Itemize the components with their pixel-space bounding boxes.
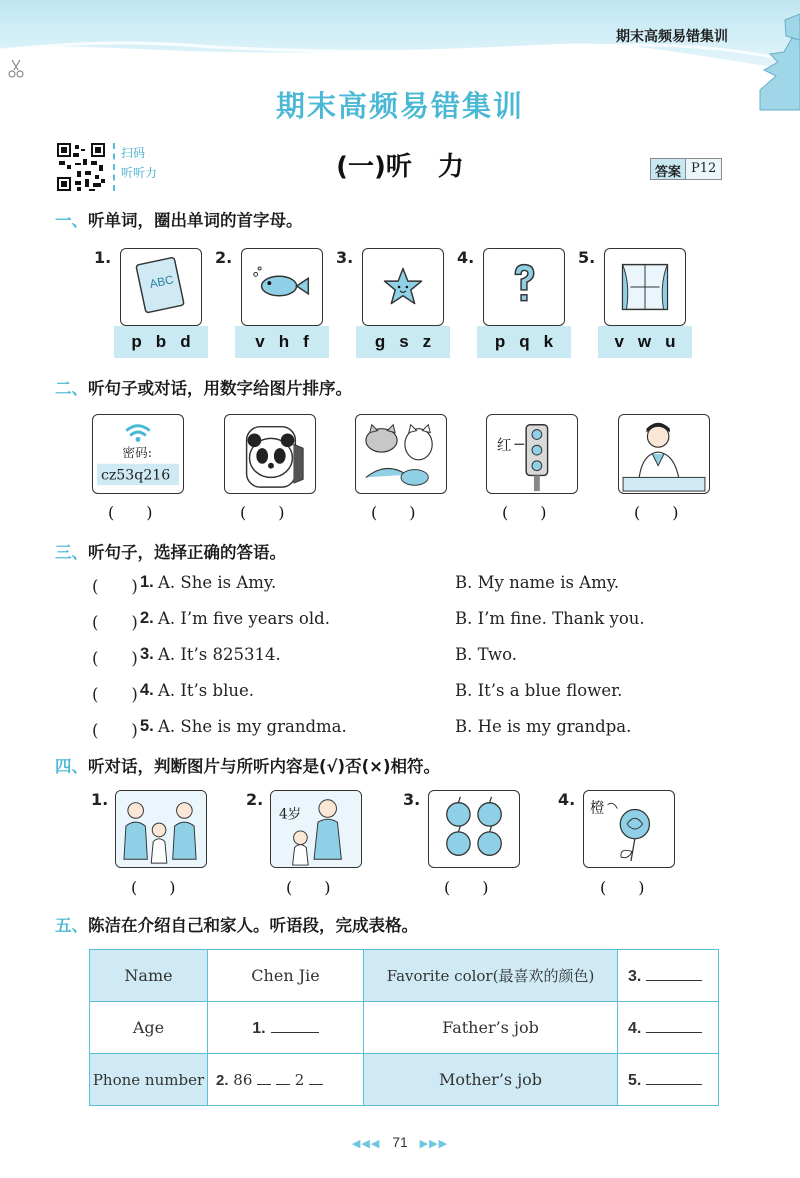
item-number: 4.	[558, 790, 576, 809]
doctor-icon	[618, 414, 710, 494]
item-number: 3.	[403, 790, 421, 809]
letter-option[interactable]: v	[255, 332, 265, 351]
question-row	[92, 717, 752, 743]
part1-item	[94, 248, 233, 360]
cats-icon	[355, 414, 447, 494]
part2-title: 听句子或对话，用数字给图片排序。	[88, 379, 352, 398]
answer-cell[interactable]	[208, 1002, 364, 1054]
question-row	[92, 609, 752, 635]
blank-number: 4.	[628, 1019, 642, 1037]
family-icon	[115, 790, 207, 868]
color-label: 橙	[590, 799, 605, 817]
table-cell: Favorite color(最喜欢的颜色)	[364, 950, 618, 1002]
answer-blank[interactable]	[257, 1070, 271, 1085]
answer-bracket[interactable]: ( )	[92, 721, 138, 740]
answer-blank[interactable]	[309, 1070, 323, 1085]
answer-paren[interactable]: ( )	[286, 878, 331, 897]
table-cell: Age	[90, 1002, 208, 1054]
part3-number: 三、	[55, 543, 88, 562]
part2-number: 二、	[55, 379, 88, 398]
wifi-password-value: cz53q216	[100, 467, 171, 484]
part1-item	[215, 248, 354, 360]
letter-options	[356, 326, 450, 358]
answer-cell[interactable]	[208, 1054, 364, 1106]
option-b: B. He is my grandpa.	[455, 717, 632, 736]
answer-tag[interactable]	[650, 158, 722, 180]
part3-heading	[55, 539, 286, 563]
rose-icon	[583, 790, 675, 868]
qr-note-line-1: 扫码	[121, 146, 146, 160]
part2-heading	[55, 375, 352, 399]
table-cell: Phone number	[90, 1054, 208, 1106]
answer-bracket[interactable]: ( )	[92, 613, 138, 632]
option-a: A. It’s blue.	[158, 681, 254, 700]
letter-option[interactable]: f	[303, 332, 309, 351]
answer-cell[interactable]	[618, 1054, 719, 1106]
answer-paren[interactable]: ( )	[502, 503, 547, 522]
answer-cell[interactable]	[618, 950, 719, 1002]
wifi-password-icon	[92, 414, 184, 494]
letter-option[interactable]: w	[637, 332, 652, 351]
letter-options	[477, 326, 571, 358]
question-mark-icon	[483, 248, 565, 326]
item-number: 1.	[91, 790, 109, 809]
answer-bracket[interactable]: ( )	[92, 685, 138, 704]
phone-prefix: 86	[233, 1071, 253, 1089]
letter-option[interactable]: b	[155, 332, 167, 351]
answer-page: P12	[685, 159, 721, 179]
book-cover-text: ABC	[148, 273, 175, 291]
answer-blank[interactable]	[646, 1018, 702, 1033]
traffic-light-label: 红	[496, 437, 512, 455]
part5-heading	[55, 912, 418, 936]
blank-number: 2.	[216, 1072, 229, 1089]
scissors-icon	[9, 60, 23, 77]
item-number: 3.	[336, 248, 354, 267]
answer-bracket[interactable]: ( )	[92, 577, 138, 596]
window-icon	[604, 248, 686, 326]
question-number: 2.	[140, 609, 154, 627]
part1-item	[578, 248, 714, 360]
answer-paren[interactable]: ( )	[600, 878, 645, 897]
option-a: A. It’s 825314.	[158, 645, 281, 664]
item-number: 1.	[94, 248, 112, 267]
letter-options	[114, 326, 208, 358]
table-row	[90, 1002, 719, 1054]
section-title: (一)听 力	[336, 152, 464, 182]
part5-number: 五、	[55, 916, 88, 935]
option-b: B. Two.	[455, 645, 518, 664]
left-arrows-icon: ◀◀◀	[351, 1138, 381, 1150]
letter-option[interactable]: d	[180, 332, 191, 351]
letter-options	[598, 326, 692, 358]
part1-heading	[55, 207, 303, 231]
part1-title: 听单词，圈出单词的首字母。	[88, 211, 303, 230]
traffic-light-icon	[486, 414, 578, 494]
answer-bracket[interactable]: ( )	[92, 649, 138, 668]
item-number: 2.	[215, 248, 233, 267]
answer-label: 答案	[655, 165, 682, 180]
header-tag: 期末高频易错集训	[616, 29, 728, 45]
option-a: A. She is Amy.	[158, 573, 277, 592]
part3-title: 听句子，选择正确的答语。	[88, 543, 286, 562]
answer-cell[interactable]	[618, 1002, 719, 1054]
answer-blank[interactable]	[646, 966, 702, 981]
phone-digit: 2	[294, 1071, 305, 1089]
answer-blank[interactable]	[646, 1070, 702, 1085]
answer-paren[interactable]: ( )	[108, 503, 153, 522]
table-cell: Father’s job	[364, 1002, 618, 1054]
answer-blank[interactable]	[271, 1018, 319, 1033]
table-cell: Chen Jie	[208, 950, 364, 1002]
question-number: 4.	[140, 681, 154, 699]
option-b: B. My name is Amy.	[455, 573, 620, 592]
main-title: 期末高频易错集训	[275, 89, 524, 123]
table-cell: Mother’s job	[364, 1054, 618, 1106]
star-icon	[362, 248, 444, 326]
part4-number: 四、	[55, 757, 88, 776]
blank-number: 5.	[628, 1071, 642, 1089]
letter-option[interactable]: z	[422, 332, 432, 351]
letter-option[interactable]: p	[131, 332, 142, 351]
info-table	[89, 949, 719, 1106]
option-a: A. I’m five years old.	[158, 609, 330, 628]
answer-paren[interactable]: ( )	[240, 503, 285, 522]
letter-option[interactable]: p	[494, 332, 506, 351]
option-b: B. It’s a blue flower.	[455, 681, 623, 700]
part1-item	[336, 248, 475, 360]
mother-girl-icon	[270, 790, 362, 868]
question-row	[92, 645, 752, 671]
part4-title: 听对话，判断图片与所听内容是(√)否(×)相符。	[88, 757, 440, 776]
right-arrows-icon: ▶▶▶	[419, 1138, 449, 1150]
option-a: A. She is my grandma.	[158, 717, 347, 736]
part1-item	[457, 248, 596, 360]
question-row	[92, 681, 752, 707]
answer-blank[interactable]	[276, 1070, 290, 1085]
blank-number: 1.	[252, 1019, 266, 1037]
answer-paren[interactable]: ( )	[444, 878, 489, 897]
blank-number: 3.	[628, 967, 642, 985]
letter-option[interactable]: q	[519, 332, 530, 351]
table-row	[90, 1054, 719, 1106]
answer-paren[interactable]: ( )	[371, 503, 416, 522]
age-label: 4岁	[278, 806, 302, 823]
question-number: 1.	[140, 573, 154, 591]
letter-option[interactable]: u	[665, 332, 676, 351]
item-number: 5.	[578, 248, 596, 267]
letter-option[interactable]: v	[614, 332, 624, 351]
table-cell: Name	[90, 950, 208, 1002]
qr-note-line-2: 听听力	[121, 166, 158, 180]
part4-heading	[55, 753, 440, 777]
wifi-password-label: 密码:	[122, 444, 152, 460]
item-number: 4.	[457, 248, 475, 267]
answer-paren[interactable]: ( )	[131, 878, 176, 897]
question-number: 3.	[140, 645, 154, 663]
apples-icon	[428, 790, 520, 868]
part5-title: 陈洁在介绍自己和家人。听语段，完成表格。	[88, 916, 418, 935]
question-row	[92, 573, 752, 599]
page-footer	[0, 1134, 800, 1150]
question-number: 5.	[140, 717, 154, 735]
letter-option[interactable]: k	[543, 332, 554, 351]
page-number: 71	[392, 1134, 408, 1150]
option-b: B. I’m fine. Thank you.	[455, 609, 645, 628]
letter-option[interactable]: s	[399, 332, 409, 351]
letter-option[interactable]: h	[278, 332, 290, 351]
letter-option[interactable]: g	[374, 332, 386, 351]
item-number: 2.	[246, 790, 264, 809]
answer-paren[interactable]: ( )	[634, 503, 679, 522]
table-row	[90, 950, 719, 1002]
panda-backpack-icon	[224, 414, 316, 494]
letter-options	[235, 326, 329, 358]
book-icon	[120, 248, 202, 326]
part1-number: 一、	[55, 211, 88, 230]
fish-icon	[241, 248, 323, 326]
